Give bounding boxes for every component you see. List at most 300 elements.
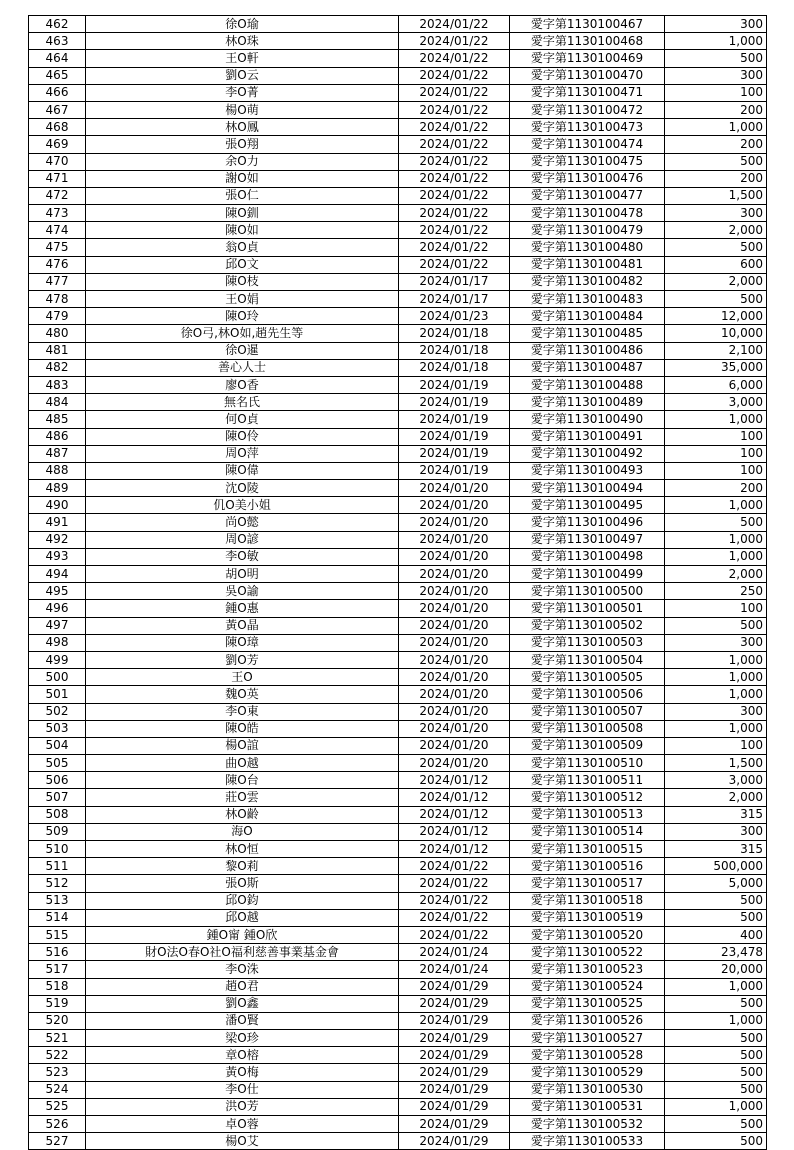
donation-amount: 500,000	[665, 858, 767, 875]
donation-date: 2024/01/22	[399, 33, 510, 50]
donor-name: 鍾O甯 鍾O欣	[86, 926, 399, 943]
receipt-number: 愛字第1130100497	[510, 531, 665, 548]
donation-date: 2024/01/22	[399, 909, 510, 926]
table-row	[29, 841, 767, 858]
donation-date: 2024/01/29	[399, 1098, 510, 1115]
row-number: 521	[29, 1030, 86, 1047]
donation-date: 2024/01/19	[399, 428, 510, 445]
receipt-number: 愛字第1130100509	[510, 737, 665, 754]
donation-amount: 1,000	[665, 411, 767, 428]
table-row	[29, 480, 767, 497]
donor-name: 黃O晶	[86, 617, 399, 634]
donation-date: 2024/01/22	[399, 239, 510, 256]
donor-name: 陳O如	[86, 222, 399, 239]
table-row	[29, 926, 767, 943]
donor-name: 陳O偉	[86, 462, 399, 479]
donor-name: 善心人士	[86, 359, 399, 376]
table-row	[29, 273, 767, 290]
row-number: 524	[29, 1081, 86, 1098]
donor-name: 周O諺	[86, 531, 399, 548]
donation-amount: 250	[665, 583, 767, 600]
receipt-number: 愛字第1130100485	[510, 325, 665, 342]
row-number: 486	[29, 428, 86, 445]
donor-name: 沈O陵	[86, 480, 399, 497]
donation-date: 2024/01/22	[399, 16, 510, 33]
donor-name: 張O翔	[86, 136, 399, 153]
donation-date: 2024/01/29	[399, 1081, 510, 1098]
donation-date: 2024/01/20	[399, 634, 510, 651]
donation-date: 2024/01/18	[399, 325, 510, 342]
donation-amount: 600	[665, 256, 767, 273]
donation-date: 2024/01/19	[399, 394, 510, 411]
donation-amount: 12,000	[665, 308, 767, 325]
donation-amount: 500	[665, 1116, 767, 1133]
receipt-number: 愛字第1130100506	[510, 686, 665, 703]
donation-amount: 100	[665, 84, 767, 101]
donor-name: 楊O誼	[86, 737, 399, 754]
receipt-number: 愛字第1130100479	[510, 222, 665, 239]
donation-amount: 315	[665, 841, 767, 858]
receipt-number: 愛字第1130100492	[510, 445, 665, 462]
receipt-number: 愛字第1130100472	[510, 101, 665, 118]
row-number: 506	[29, 772, 86, 789]
row-number: 515	[29, 926, 86, 943]
table-row	[29, 686, 767, 703]
row-number: 487	[29, 445, 86, 462]
donation-amount: 500	[665, 995, 767, 1012]
table-row	[29, 291, 767, 308]
row-number: 519	[29, 995, 86, 1012]
table-row	[29, 944, 767, 961]
row-number: 495	[29, 583, 86, 600]
table-row	[29, 1064, 767, 1081]
donation-date: 2024/01/18	[399, 359, 510, 376]
donation-amount: 500	[665, 617, 767, 634]
table-row	[29, 772, 767, 789]
row-number: 498	[29, 634, 86, 651]
donation-date: 2024/01/20	[399, 703, 510, 720]
row-number: 516	[29, 944, 86, 961]
receipt-number: 愛字第1130100478	[510, 205, 665, 222]
donation-date: 2024/01/19	[399, 411, 510, 428]
donation-amount: 400	[665, 926, 767, 943]
receipt-number: 愛字第1130100467	[510, 16, 665, 33]
table-row	[29, 119, 767, 136]
donation-amount: 2,000	[665, 566, 767, 583]
donor-name: 邱O鈞	[86, 892, 399, 909]
row-number: 520	[29, 1012, 86, 1029]
row-number: 489	[29, 480, 86, 497]
donor-name: 李O敏	[86, 548, 399, 565]
donation-amount: 2,000	[665, 273, 767, 290]
row-number: 473	[29, 205, 86, 222]
donation-date: 2024/01/19	[399, 445, 510, 462]
table-row	[29, 1012, 767, 1029]
row-number: 469	[29, 136, 86, 153]
donation-date: 2024/01/24	[399, 961, 510, 978]
donor-name: 海O	[86, 823, 399, 840]
table-row	[29, 978, 767, 995]
donation-amount: 10,000	[665, 325, 767, 342]
table-row	[29, 634, 767, 651]
donation-amount: 500	[665, 291, 767, 308]
donation-amount: 200	[665, 170, 767, 187]
receipt-number: 愛字第1130100469	[510, 50, 665, 67]
donation-amount: 500	[665, 892, 767, 909]
row-number: 492	[29, 531, 86, 548]
row-number: 522	[29, 1047, 86, 1064]
receipt-number: 愛字第1130100496	[510, 514, 665, 531]
receipt-number: 愛字第1130100476	[510, 170, 665, 187]
donor-name: 鍾O惠	[86, 600, 399, 617]
donor-name: 胡O明	[86, 566, 399, 583]
row-number: 511	[29, 858, 86, 875]
receipt-number: 愛字第1130100471	[510, 84, 665, 101]
receipt-number: 愛字第1130100525	[510, 995, 665, 1012]
donor-name: 陳O伶	[86, 428, 399, 445]
donation-amount: 500	[665, 50, 767, 67]
donation-amount: 300	[665, 67, 767, 84]
table-row	[29, 514, 767, 531]
donation-date: 2024/01/29	[399, 995, 510, 1012]
row-number: 470	[29, 153, 86, 170]
donation-amount: 1,000	[665, 651, 767, 668]
receipt-number: 愛字第1130100510	[510, 755, 665, 772]
table-row	[29, 909, 767, 926]
donation-date: 2024/01/22	[399, 926, 510, 943]
table-row	[29, 566, 767, 583]
receipt-number: 愛字第1130100526	[510, 1012, 665, 1029]
donor-name: 章O榕	[86, 1047, 399, 1064]
receipt-number: 愛字第1130100495	[510, 497, 665, 514]
donation-amount: 1,000	[665, 978, 767, 995]
donation-date: 2024/01/22	[399, 892, 510, 909]
table-row	[29, 583, 767, 600]
receipt-number: 愛字第1130100530	[510, 1081, 665, 1098]
table-row	[29, 703, 767, 720]
receipt-number: 愛字第1130100503	[510, 634, 665, 651]
donor-name: 李O東	[86, 703, 399, 720]
row-number: 480	[29, 325, 86, 342]
row-number: 526	[29, 1116, 86, 1133]
table-row	[29, 806, 767, 823]
donor-name: 吳O諭	[86, 583, 399, 600]
row-number: 514	[29, 909, 86, 926]
donation-amount: 2,000	[665, 222, 767, 239]
donation-date: 2024/01/20	[399, 720, 510, 737]
donation-amount: 6,000	[665, 376, 767, 393]
donor-name: 王O娟	[86, 291, 399, 308]
table-row	[29, 325, 767, 342]
donation-date: 2024/01/20	[399, 651, 510, 668]
donor-name: 徐O瑜	[86, 16, 399, 33]
donation-amount: 1,500	[665, 755, 767, 772]
receipt-number: 愛字第1130100501	[510, 600, 665, 617]
donor-name: 林O恒	[86, 841, 399, 858]
receipt-number: 愛字第1130100524	[510, 978, 665, 995]
donation-date: 2024/01/22	[399, 119, 510, 136]
donor-name: 卓O蓉	[86, 1116, 399, 1133]
row-number: 471	[29, 170, 86, 187]
donation-date: 2024/01/22	[399, 858, 510, 875]
receipt-number: 愛字第1130100493	[510, 462, 665, 479]
donation-amount: 500	[665, 1133, 767, 1150]
table-row	[29, 170, 767, 187]
donor-name: 趙O君	[86, 978, 399, 995]
receipt-number: 愛字第1130100488	[510, 376, 665, 393]
donation-date: 2024/01/20	[399, 617, 510, 634]
receipt-number: 愛字第1130100481	[510, 256, 665, 273]
receipt-number: 愛字第1130100473	[510, 119, 665, 136]
row-number: 483	[29, 376, 86, 393]
table-row	[29, 737, 767, 754]
donation-amount: 23,478	[665, 944, 767, 961]
receipt-number: 愛字第1130100482	[510, 273, 665, 290]
donation-amount: 1,000	[665, 686, 767, 703]
receipt-number: 愛字第1130100504	[510, 651, 665, 668]
donation-date: 2024/01/29	[399, 1064, 510, 1081]
row-number: 481	[29, 342, 86, 359]
donation-amount: 1,000	[665, 497, 767, 514]
receipt-number: 愛字第1130100502	[510, 617, 665, 634]
donation-amount: 1,000	[665, 531, 767, 548]
table-row	[29, 222, 767, 239]
donor-name: 李O仕	[86, 1081, 399, 1098]
receipt-number: 愛字第1130100484	[510, 308, 665, 325]
receipt-number: 愛字第1130100477	[510, 187, 665, 204]
donation-date: 2024/01/20	[399, 755, 510, 772]
row-number: 510	[29, 841, 86, 858]
donor-name: 仉O美小姐	[86, 497, 399, 514]
receipt-number: 愛字第1130100490	[510, 411, 665, 428]
donation-amount: 1,000	[665, 33, 767, 50]
donation-date: 2024/01/20	[399, 514, 510, 531]
donation-date: 2024/01/20	[399, 669, 510, 686]
donation-date: 2024/01/12	[399, 789, 510, 806]
table-row	[29, 1081, 767, 1098]
donation-date: 2024/01/12	[399, 841, 510, 858]
donor-name: 陳O玲	[86, 308, 399, 325]
donor-name: 張O仁	[86, 187, 399, 204]
donor-name: 楊O艾	[86, 1133, 399, 1150]
donor-name: 潘O賢	[86, 1012, 399, 1029]
row-number: 527	[29, 1133, 86, 1150]
donation-date: 2024/01/22	[399, 222, 510, 239]
ledger-body	[29, 16, 767, 1150]
donation-date: 2024/01/19	[399, 376, 510, 393]
row-number: 491	[29, 514, 86, 531]
row-number: 475	[29, 239, 86, 256]
donor-name: 魏O英	[86, 686, 399, 703]
donor-name: 林O珠	[86, 33, 399, 50]
donation-amount: 100	[665, 462, 767, 479]
donation-amount: 1,000	[665, 720, 767, 737]
row-number: 490	[29, 497, 86, 514]
donation-amount: 1,000	[665, 1098, 767, 1115]
donation-ledger-table	[28, 15, 767, 1150]
row-number: 479	[29, 308, 86, 325]
donor-name: 王O	[86, 669, 399, 686]
donor-name: 邱O越	[86, 909, 399, 926]
donation-amount: 2,000	[665, 789, 767, 806]
donor-name: 李O菁	[86, 84, 399, 101]
donation-amount: 500	[665, 1047, 767, 1064]
donation-date: 2024/01/22	[399, 50, 510, 67]
donation-amount: 100	[665, 445, 767, 462]
row-number: 505	[29, 755, 86, 772]
table-row	[29, 428, 767, 445]
table-row	[29, 462, 767, 479]
row-number: 509	[29, 823, 86, 840]
receipt-number: 愛字第1130100494	[510, 480, 665, 497]
donor-name: 周O萍	[86, 445, 399, 462]
donation-amount: 100	[665, 737, 767, 754]
table-row	[29, 892, 767, 909]
receipt-number: 愛字第1130100491	[510, 428, 665, 445]
donation-date: 2024/01/20	[399, 566, 510, 583]
donation-date: 2024/01/29	[399, 1012, 510, 1029]
row-number: 472	[29, 187, 86, 204]
donation-date: 2024/01/29	[399, 978, 510, 995]
receipt-number: 愛字第1130100499	[510, 566, 665, 583]
donation-amount: 500	[665, 153, 767, 170]
donation-date: 2024/01/12	[399, 823, 510, 840]
donation-amount: 200	[665, 136, 767, 153]
row-number: 525	[29, 1098, 86, 1115]
table-row	[29, 67, 767, 84]
table-row	[29, 823, 767, 840]
donation-amount: 300	[665, 205, 767, 222]
row-number: 508	[29, 806, 86, 823]
row-number: 465	[29, 67, 86, 84]
receipt-number: 愛字第1130100518	[510, 892, 665, 909]
donation-amount: 200	[665, 480, 767, 497]
receipt-number: 愛字第1130100474	[510, 136, 665, 153]
donor-name: 莊O雲	[86, 789, 399, 806]
donation-date: 2024/01/20	[399, 737, 510, 754]
donor-name: 邱O文	[86, 256, 399, 273]
table-row	[29, 858, 767, 875]
table-row	[29, 101, 767, 118]
donation-amount: 500	[665, 909, 767, 926]
donation-amount: 300	[665, 703, 767, 720]
donor-name: 劉O鑫	[86, 995, 399, 1012]
receipt-number: 愛字第1130100498	[510, 548, 665, 565]
donation-amount: 315	[665, 806, 767, 823]
donation-date: 2024/01/22	[399, 67, 510, 84]
table-row	[29, 445, 767, 462]
table-row	[29, 720, 767, 737]
donor-name: 王O軒	[86, 50, 399, 67]
table-row	[29, 651, 767, 668]
table-row	[29, 411, 767, 428]
row-number: 488	[29, 462, 86, 479]
receipt-number: 愛字第1130100516	[510, 858, 665, 875]
donor-name: 黎O莉	[86, 858, 399, 875]
table-row	[29, 136, 767, 153]
table-row	[29, 342, 767, 359]
donation-amount: 1,500	[665, 187, 767, 204]
table-row	[29, 376, 767, 393]
row-number: 462	[29, 16, 86, 33]
donation-date: 2024/01/22	[399, 84, 510, 101]
row-number: 507	[29, 789, 86, 806]
donor-name: 陳O璋	[86, 634, 399, 651]
donor-name: 財O法O春O社O福利慈善事業基金會	[86, 944, 399, 961]
donation-amount: 300	[665, 823, 767, 840]
row-number: 504	[29, 737, 86, 754]
donor-name: 黃O梅	[86, 1064, 399, 1081]
row-number: 518	[29, 978, 86, 995]
table-row	[29, 1098, 767, 1115]
donation-amount: 500	[665, 1030, 767, 1047]
donation-amount: 1,000	[665, 1012, 767, 1029]
donation-date: 2024/01/20	[399, 583, 510, 600]
donation-amount: 20,000	[665, 961, 767, 978]
receipt-number: 愛字第1130100483	[510, 291, 665, 308]
table-row	[29, 617, 767, 634]
donation-date: 2024/01/17	[399, 273, 510, 290]
donation-date: 2024/01/20	[399, 531, 510, 548]
row-number: 474	[29, 222, 86, 239]
table-row	[29, 1116, 767, 1133]
table-row	[29, 669, 767, 686]
row-number: 464	[29, 50, 86, 67]
table-row	[29, 33, 767, 50]
receipt-number: 愛字第1130100514	[510, 823, 665, 840]
row-number: 523	[29, 1064, 86, 1081]
donation-amount: 1,000	[665, 548, 767, 565]
receipt-number: 愛字第1130100511	[510, 772, 665, 789]
donation-date: 2024/01/20	[399, 480, 510, 497]
receipt-number: 愛字第1130100500	[510, 583, 665, 600]
row-number: 503	[29, 720, 86, 737]
donor-name: 余O力	[86, 153, 399, 170]
donor-name: 徐O暹	[86, 342, 399, 359]
table-row	[29, 755, 767, 772]
row-number: 517	[29, 961, 86, 978]
row-number: 512	[29, 875, 86, 892]
receipt-number: 愛字第1130100507	[510, 703, 665, 720]
row-number: 502	[29, 703, 86, 720]
donation-amount: 2,100	[665, 342, 767, 359]
donation-date: 2024/01/22	[399, 875, 510, 892]
donation-date: 2024/01/12	[399, 806, 510, 823]
table-row	[29, 531, 767, 548]
donation-amount: 5,000	[665, 875, 767, 892]
donor-name: 梁O珍	[86, 1030, 399, 1047]
receipt-number: 愛字第1130100513	[510, 806, 665, 823]
donation-amount: 300	[665, 634, 767, 651]
table-row	[29, 1133, 767, 1150]
donor-name: 楊O萌	[86, 101, 399, 118]
table-row	[29, 359, 767, 376]
receipt-number: 愛字第1130100522	[510, 944, 665, 961]
receipt-number: 愛字第1130100532	[510, 1116, 665, 1133]
donation-amount: 1,000	[665, 119, 767, 136]
receipt-number: 愛字第1130100520	[510, 926, 665, 943]
donation-date: 2024/01/29	[399, 1116, 510, 1133]
donor-name: 張O斯	[86, 875, 399, 892]
donation-date: 2024/01/12	[399, 772, 510, 789]
donor-name: 陳O皓	[86, 720, 399, 737]
donation-date: 2024/01/29	[399, 1047, 510, 1064]
row-number: 513	[29, 892, 86, 909]
receipt-number: 愛字第1130100512	[510, 789, 665, 806]
receipt-number: 愛字第1130100489	[510, 394, 665, 411]
table-row	[29, 187, 767, 204]
receipt-number: 愛字第1130100486	[510, 342, 665, 359]
